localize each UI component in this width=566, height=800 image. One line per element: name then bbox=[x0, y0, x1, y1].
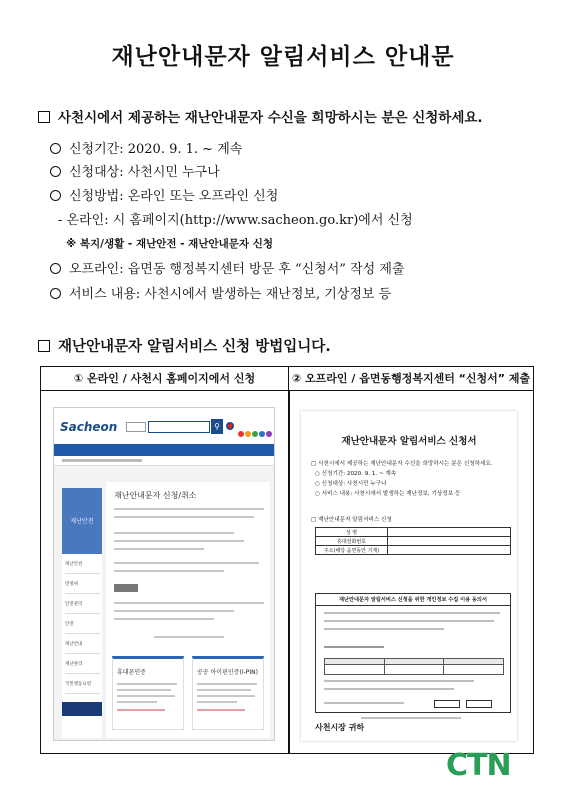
text-line bbox=[154, 636, 224, 638]
text-line bbox=[114, 548, 204, 550]
search-input bbox=[148, 421, 210, 433]
form-field-value bbox=[388, 528, 511, 537]
method-table bbox=[40, 366, 534, 754]
section2-heading-text: 재난안내문자 알림서비스 신청 방법입니다. bbox=[58, 339, 331, 355]
quick-menu-icon bbox=[245, 431, 251, 437]
text-line bbox=[114, 516, 254, 518]
application-form-image bbox=[301, 411, 517, 741]
form-field-label: 성 명 bbox=[316, 528, 388, 537]
bullet-period bbox=[50, 138, 242, 157]
text-line bbox=[114, 508, 264, 510]
search-scope-select bbox=[126, 422, 146, 432]
side-menu-item: 재난관리 bbox=[65, 658, 100, 674]
form-field-label: 휴대전화번호 bbox=[316, 537, 388, 546]
bullet-text: 신청방법: 온라인 또는 오프라인 신청 bbox=[69, 189, 279, 204]
main-nav bbox=[54, 444, 275, 456]
side-menu-title: 재난안전 bbox=[62, 488, 102, 554]
quick-menu-icon bbox=[266, 431, 272, 437]
bullet-offline bbox=[50, 258, 404, 277]
side-menu-item: 국민행동요령 bbox=[65, 678, 100, 694]
consent-heading: 재난안내문자 알림서비스 신청을 위한 개인정보 수집 이용 동의서 bbox=[316, 594, 510, 606]
column-divider bbox=[288, 391, 290, 753]
search-icon: ⚲ bbox=[211, 419, 223, 434]
form-line: □ 사천시에서 제공하는 재난안내문자 수신을 희망하시는 분은 신청하세요. bbox=[311, 461, 493, 467]
form-field-value bbox=[388, 537, 511, 546]
form-line: ○ 신청기간: 2020. 9. 1. ~ 계속 bbox=[315, 471, 397, 477]
text-line bbox=[114, 610, 234, 612]
quick-menu-icon bbox=[259, 431, 265, 437]
side-menu bbox=[62, 488, 102, 738]
ipin-auth-label: 공공 아이핀인증(I-PIN) bbox=[197, 669, 258, 676]
bullet-service bbox=[50, 283, 391, 302]
disagree-checkbox bbox=[466, 700, 492, 708]
section1-heading-text: 사천시에서 제공하는 재난안내문자 수신을 희망하시는 분은 신청하세요. bbox=[58, 110, 483, 126]
bullet-text: 신청기간: 2020. 9. 1. ~ 계속 bbox=[69, 142, 243, 157]
consent-table bbox=[324, 658, 504, 675]
sacheon-logo: Sacheon bbox=[60, 420, 118, 434]
section1-heading bbox=[38, 106, 483, 126]
offline-column-header: ② 오프라인 / 읍면동행정복지센터 “신청서” 제출 bbox=[288, 367, 533, 391]
bullet-text: 오프라인: 읍면동 행정복지센터 방문 후 “신청서” 작성 제출 bbox=[69, 262, 405, 277]
form-title: 재난안내문자 알림서비스 신청서 bbox=[341, 436, 477, 447]
content-button bbox=[114, 584, 138, 592]
section2-heading bbox=[38, 335, 331, 356]
form-line: ○ 신청대상: 사천시민 누구나 bbox=[315, 481, 387, 487]
consent-box bbox=[315, 593, 511, 713]
text-line bbox=[114, 532, 234, 534]
circle-bullet-icon bbox=[50, 263, 61, 274]
online-method: - 온라인: 시 홈페이지(http://www.sacheon.go.kr)에서 신청 bbox=[58, 213, 413, 228]
phone-auth-label: 휴대폰인증 bbox=[117, 669, 146, 676]
form-apply-heading: □ 재난안내문자 알림서비스 신청 bbox=[311, 517, 392, 523]
text-line bbox=[114, 540, 244, 542]
form-applicant-table bbox=[315, 527, 511, 555]
square-bullet-icon bbox=[38, 111, 50, 123]
quick-menu-icons bbox=[238, 422, 273, 441]
text-line bbox=[114, 570, 224, 572]
quick-menu-icon bbox=[238, 431, 244, 437]
quick-menu-icon bbox=[252, 431, 258, 437]
side-menu-item: 민방위 bbox=[65, 578, 100, 594]
breadcrumb bbox=[54, 456, 275, 466]
side-menu-item: 재난안전 bbox=[65, 558, 100, 574]
phone-auth-card bbox=[112, 656, 184, 730]
taegeuk-icon bbox=[226, 422, 234, 430]
circle-bullet-icon bbox=[50, 166, 61, 177]
online-column-header: ① 온라인 / 사천시 홈페이지에서 신청 bbox=[41, 367, 288, 391]
circle-bullet-icon bbox=[50, 190, 61, 201]
signature-line bbox=[361, 717, 461, 719]
text-line bbox=[114, 562, 259, 564]
bullet-text: 서비스 내용: 사천시에서 발생하는 재난정보, 기상정보 등 bbox=[69, 287, 392, 302]
ipin-auth-card bbox=[192, 656, 264, 730]
website-content bbox=[106, 482, 270, 738]
side-menu-item: 안전 bbox=[65, 618, 100, 634]
circle-bullet-icon bbox=[50, 143, 61, 154]
circle-bullet-icon bbox=[50, 288, 61, 299]
side-menu-item: 재난안내 bbox=[65, 638, 100, 654]
form-line: ○ 서비스 내용: 사천시에서 발생하는 재난정보, 기상정보 등 bbox=[315, 491, 461, 497]
bullet-target bbox=[50, 161, 220, 180]
form-addressee: 사천시장 귀하 bbox=[315, 723, 365, 732]
square-bullet-icon bbox=[38, 340, 50, 352]
text-line bbox=[114, 602, 264, 604]
ctn-logo: CTN bbox=[446, 748, 511, 783]
content-title: 재난안내문자 신청/취소 bbox=[114, 491, 197, 500]
text-line bbox=[114, 618, 214, 620]
bullet-text: 신청대상: 사천시민 누구나 bbox=[69, 165, 220, 180]
form-field-label: 주소(해당 읍면동만 기재) bbox=[316, 546, 388, 555]
agree-checkbox bbox=[434, 700, 460, 708]
side-menu-item: 안전관리 bbox=[65, 598, 100, 614]
website-screenshot bbox=[53, 407, 275, 741]
form-field-value bbox=[388, 546, 511, 555]
bullet-method bbox=[50, 185, 278, 204]
menu-path-note: ※ 복지/생활 - 재난안전 - 재난안내문자 신청 bbox=[66, 238, 273, 250]
website-header bbox=[54, 408, 275, 444]
side-menu-selected bbox=[62, 702, 102, 716]
page-title: 재난안내문자 알림서비스 안내문 bbox=[111, 44, 455, 70]
